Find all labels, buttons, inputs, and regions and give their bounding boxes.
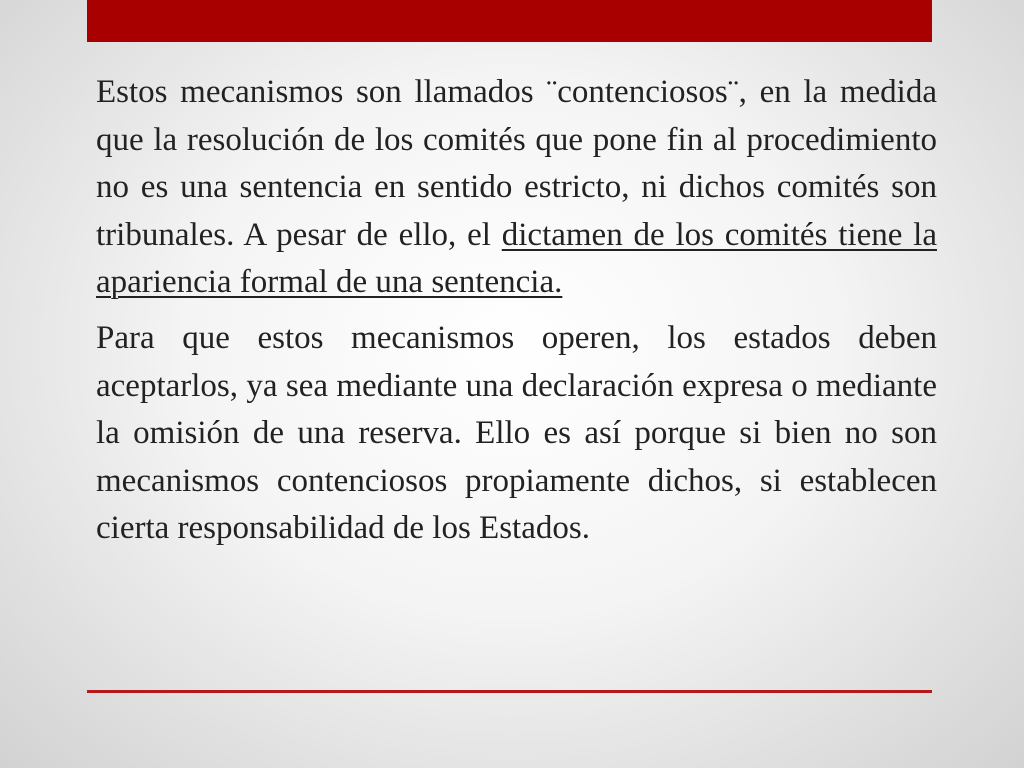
paragraph-1-text: Estos mecanismos son llamados ¨contenciosos¨, en la medida que la resolución de los comités que pone fin al procedimiento no es una sentencia en sentido estricto, ni dichos comités son tribunales. A pesar de ello, el: [96, 74, 937, 253]
top-accent-bar: [87, 0, 932, 42]
bottom-divider: [87, 690, 932, 693]
paragraph-2-text: Para que estos mecanismos operen, los estados deben aceptarlos, ya sea mediante una declaración expresa o mediante la omisión de una reserva. Ello es así porque si bien no son mecanismos contenciosos propiamente dichos, si establecen cierta responsabilidad de los Estados.: [96, 319, 937, 547]
paragraph-1: [96, 69, 937, 307]
paragraph-1-underlined-text: dictamen de los comités tiene la apariencia formal de una sentencia.: [96, 216, 937, 301]
slide-body: [96, 69, 937, 553]
paragraph-2: [96, 315, 937, 553]
